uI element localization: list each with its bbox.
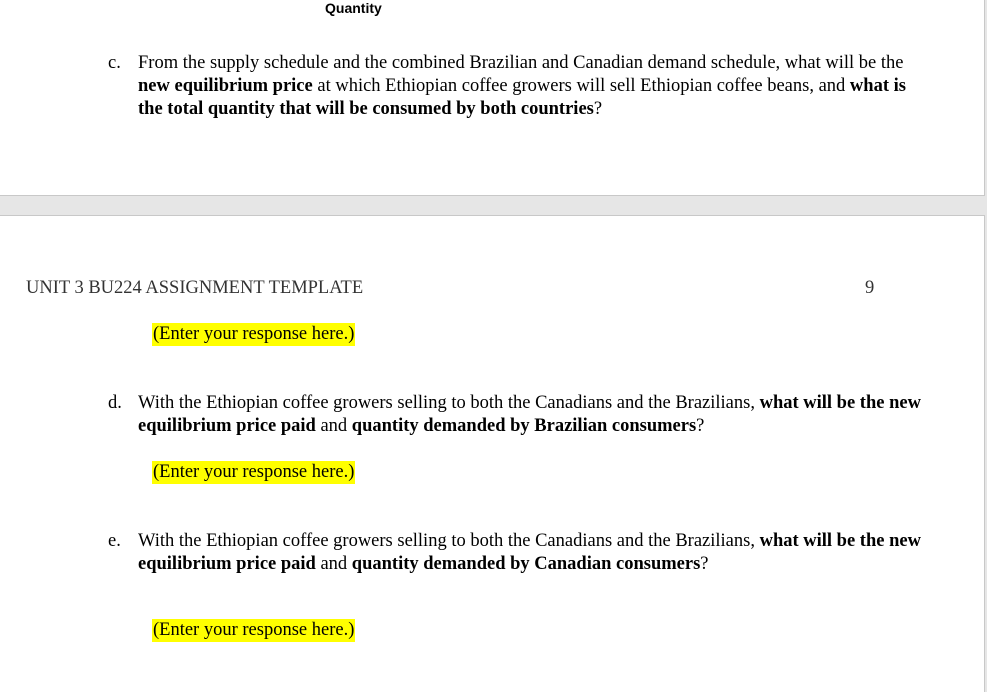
response-field-e[interactable]: (Enter your response here.) [153, 620, 355, 640]
document-page-top [0, 0, 985, 196]
question-e [108, 530, 928, 576]
question-c-text[interactable] [138, 52, 928, 121]
question-c-bold-1: new equilibrium price [138, 76, 313, 96]
chart-axis-label: Quantity [325, 0, 382, 16]
question-e-letter: e. [108, 531, 121, 551]
question-e-bold-1: what will be the new equilibrium price paid [138, 531, 921, 574]
response-field-d[interactable]: (Enter your response here.) [153, 462, 355, 482]
question-d-text-2: and [315, 416, 352, 436]
question-d-text-3: ? [696, 416, 705, 436]
question-e-text-2: and [315, 554, 352, 574]
question-d [108, 392, 928, 438]
question-d-bold-2: quantity demanded by Brazilian consumers [351, 416, 697, 436]
question-d-letter: d. [108, 393, 122, 413]
question-d-text[interactable] [138, 392, 928, 438]
question-d-bold-1: what will be the new equilibrium price paid [138, 393, 921, 436]
question-c-text-3: ? [593, 99, 603, 119]
question-c [108, 52, 928, 121]
question-c-bold-2: what is the total quantity that will be consumed by both countries [138, 76, 906, 119]
question-e-text-3: ? [700, 554, 709, 574]
question-e-bold-2: quantity demanded by Canadian consumers [351, 554, 701, 574]
page-number: 9 [865, 278, 875, 298]
question-c-text-1: From the supply schedule and the combined Brazilian and Canadian demand schedule, what will be the [138, 53, 904, 73]
question-d-text-1: With the Ethiopian coffee growers selling to both the Canadians and the Brazilians, [138, 393, 760, 413]
question-c-text-2: at which Ethiopian coffee growers will sell Ethiopian coffee beans, and [312, 76, 850, 96]
question-c-letter: c. [108, 53, 121, 73]
document-page-bottom [0, 215, 985, 692]
response-field-c[interactable]: (Enter your response here.) [153, 324, 355, 344]
page-header-title: UNIT 3 BU224 ASSIGNMENT TEMPLATE [26, 278, 364, 298]
question-e-text-1: With the Ethiopian coffee growers selling to both the Canadians and the Brazilians, [138, 531, 760, 551]
question-e-text[interactable] [138, 530, 928, 576]
